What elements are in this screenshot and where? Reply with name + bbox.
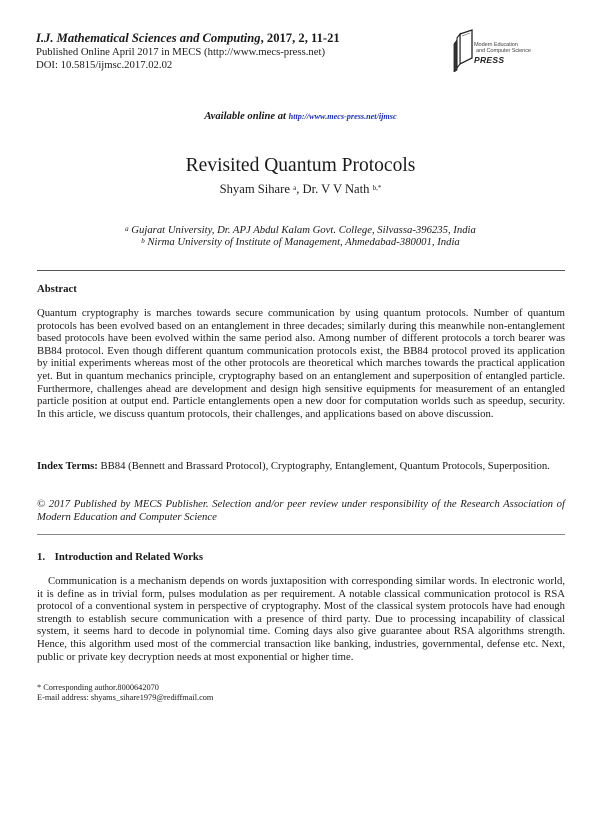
section-divider [37, 534, 565, 535]
copyright-notice: © 2017 Published by MECS Publisher. Selection and/or peer review under responsibility of the Research Association of Modern Education and Computer Science [37, 498, 565, 523]
affiliation-b [0, 236, 601, 248]
author-list [0, 182, 601, 197]
open-book-icon [453, 28, 477, 72]
logo-press: PRESS [474, 55, 505, 65]
index-terms [37, 460, 565, 473]
journal-issue: , 2017, 2, 11-21 [260, 31, 340, 45]
affiliation-text: Nirma University of Institute of Management, Ahmedabad-380001, India [144, 236, 460, 248]
author-mark: b,* [372, 184, 382, 192]
availability-label: Available online at [204, 111, 289, 122]
abstract-body: Quantum cryptography is marches towards secure communication by using quantum protocols. Number of quantum protocols has been evolved based on an entanglement in three decades; similarly during this meanwhile non-entanglement based protocols have been evolved within the same period also. Among number of different protocols a torch bearer was BB84 protocol. Even though different quantum communication protocols exist, the BB84 protocol proved its application by initial experiments whereas most of the other protocols are theoretical which marches towards the practical application yet. But in quantum mechanics principle, cryptography based on an entanglement and superposition of entangled particle. Furthermore, challenges ahead are development and design high sensitive equipments for measurement of an entangled particle position at output end. Particle entanglements open a new door for computation worlds such as speedup, security. In this article, we discuss quantum protocols, their challenges, and applications based on above discussion. [37, 307, 565, 420]
availability-line [0, 111, 601, 122]
paper-title: Revisited Quantum Protocols [185, 155, 416, 176]
journal-name: I.J. Mathematical Sciences and Computing [36, 31, 261, 45]
index-terms-text: BB84 (Bennett and Brassard Protocol), Cryptography, Entanglement, Quantum Protocols, Superposition. [97, 460, 550, 472]
section-heading [37, 551, 203, 563]
index-terms-label: Index Terms: [37, 460, 98, 472]
author-name: Shyam Sihare [219, 182, 294, 196]
affiliation-text: Gujarat University, Dr. APJ Abdul Kalam Govt. College, Silvassa-396235, India [128, 224, 476, 236]
author-separator: , [296, 182, 303, 196]
logo-line-1: Modern Education [474, 42, 518, 48]
section-number: 1. [37, 551, 46, 563]
logo-line-2: and Computer Science [476, 48, 531, 54]
section-body: Communication is a mechanism depends on words juxtaposition with corresponding similar words. In electronic world, it is define as in trivial form, pulses modulation as per requirement. A notable classical communication protocol is RSA protocol of a conventional system in perspective of cryptography. Most of the classical system protocols have had enough strength to establish secure communication with a presence of third party. Due to processing incapability of classical system, it seems hard to decode in polynomial time. Coming days also give guarantee about RSA algorithms strength. Hence, this algorithm used most of the commercial transaction like banking, industries, governmental, defense etc. Next, public or private key decryption needs at most exponential or higher time. [37, 575, 565, 663]
corresponding-author-note: * Corresponding author.8000642070 [37, 683, 159, 692]
journal-url-link[interactable]: http://www.mecs-press.net/ijmsc [288, 112, 397, 121]
author-mark: a [293, 184, 297, 192]
affiliation-mark: b [141, 237, 145, 245]
abstract-heading: Abstract [37, 283, 77, 295]
mecs-press-logo [453, 28, 533, 72]
published-online-line: Published Online April 2017 in MECS (http://www.mecs-press.net) [36, 46, 326, 58]
author-name: Dr. V V Nath [302, 182, 373, 196]
author-email: E-mail address: shyams_sihare1979@rediffmail.com [37, 693, 214, 702]
affiliation-a [0, 224, 601, 236]
section-title: Introduction and Related Works [54, 551, 204, 563]
doi-line: DOI: 10.5815/ijmsc.2017.02.02 [36, 59, 173, 71]
affiliation-mark: a [125, 225, 129, 233]
top-divider [37, 270, 565, 271]
journal-citation [36, 31, 340, 46]
